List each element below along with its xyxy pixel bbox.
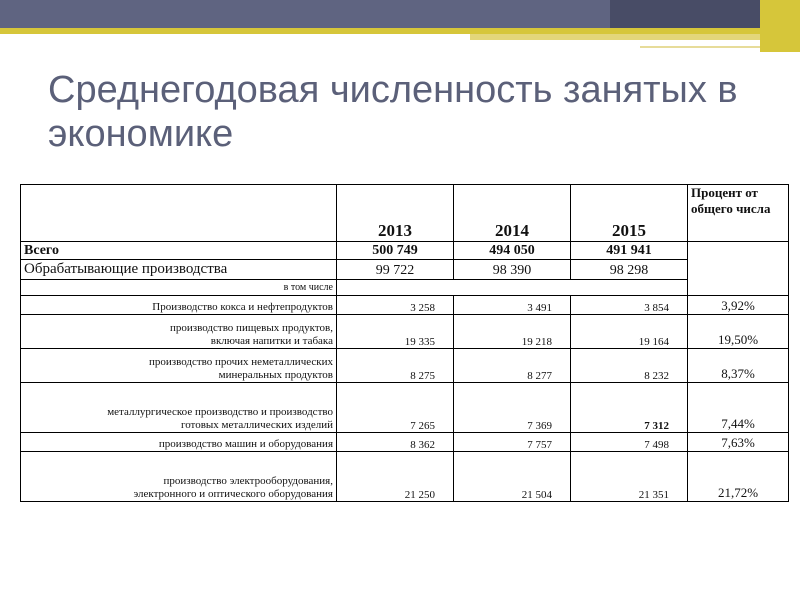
row-value-2014: 21 504 (454, 452, 571, 502)
row-label-line: Производство кокса и нефтепродуктов (152, 301, 333, 313)
row-label-line: производство электрооборудования, (163, 475, 333, 487)
row-label-line: производство прочих неметаллических (148, 356, 333, 368)
including-label: в том числе (21, 280, 337, 296)
row-label-line: производство пищевых продуктов, (169, 322, 333, 334)
row-value-2015: 21 351 (571, 452, 688, 502)
row-value-2013: 8 275 (337, 349, 454, 383)
total-2015: 491 941 (571, 242, 688, 260)
row-label (21, 452, 337, 502)
row-label-line: минеральных продуктов (218, 369, 333, 381)
row-value-2015: 7 312 (571, 383, 688, 433)
year-2014-header: 2014 (454, 185, 571, 242)
table-row-total (21, 242, 789, 260)
table-row (21, 349, 789, 383)
row-percent: 8,37% (688, 349, 789, 383)
manufacturing-2014: 98 390 (454, 260, 571, 280)
table-row (21, 433, 789, 452)
percent-empty-cell (688, 242, 789, 296)
row-percent: 7,44% (688, 383, 789, 433)
table-row-including (21, 280, 789, 296)
employment-table (20, 184, 789, 502)
percent-header: Процент от общего числа (688, 185, 789, 242)
manufacturing-label: Обрабатывающие производства (21, 260, 337, 280)
row-percent: 3,92% (688, 296, 789, 315)
table-row-manufacturing (21, 260, 789, 280)
row-value-2013: 19 335 (337, 315, 454, 349)
row-value-2014: 7 369 (454, 383, 571, 433)
row-label (21, 383, 337, 433)
header-stripe-light (470, 34, 800, 40)
row-value-2014: 7 757 (454, 433, 571, 452)
header-accent-line (640, 46, 760, 48)
row-label-line: готовых металлических изделий (180, 419, 333, 431)
row-percent: 19,50% (688, 315, 789, 349)
table-row (21, 315, 789, 349)
row-label (21, 315, 337, 349)
row-value-2013: 21 250 (337, 452, 454, 502)
manufacturing-2013: 99 722 (337, 260, 454, 280)
row-value-2014: 8 277 (454, 349, 571, 383)
row-value-2015: 7 498 (571, 433, 688, 452)
header-row (21, 185, 789, 242)
manufacturing-2015: 98 298 (571, 260, 688, 280)
row-value-2015: 8 232 (571, 349, 688, 383)
row-value-2013: 3 258 (337, 296, 454, 315)
row-value-2015: 3 854 (571, 296, 688, 315)
row-label (21, 349, 337, 383)
row-percent: 7,63% (688, 433, 789, 452)
row-label-line: включая напитки и табака (210, 335, 333, 347)
row-value-2014: 3 491 (454, 296, 571, 315)
row-value-2014: 19 218 (454, 315, 571, 349)
row-label-line: электронного и оптического оборудования (133, 488, 333, 500)
table-row (21, 383, 789, 433)
table-row (21, 452, 789, 502)
total-2014: 494 050 (454, 242, 571, 260)
slide-title: Среднегодовая численность занятых в экономике (48, 69, 738, 155)
row-label (21, 433, 337, 452)
header-empty-cell (21, 185, 337, 242)
header-corner-block (760, 0, 800, 52)
row-value-2013: 8 362 (337, 433, 454, 452)
row-label-line: производство машин и оборудования (158, 438, 333, 450)
row-value-2015: 19 164 (571, 315, 688, 349)
row-percent: 21,72% (688, 452, 789, 502)
year-2013-header: 2013 (337, 185, 454, 242)
row-value-2013: 7 265 (337, 383, 454, 433)
including-empty-cell (337, 280, 688, 296)
total-2013: 500 749 (337, 242, 454, 260)
row-label (21, 296, 337, 315)
table-row (21, 296, 789, 315)
year-2015-header: 2015 (571, 185, 688, 242)
row-label-line: металлургическое производство и производство (107, 406, 333, 418)
total-label: Всего (21, 242, 337, 260)
